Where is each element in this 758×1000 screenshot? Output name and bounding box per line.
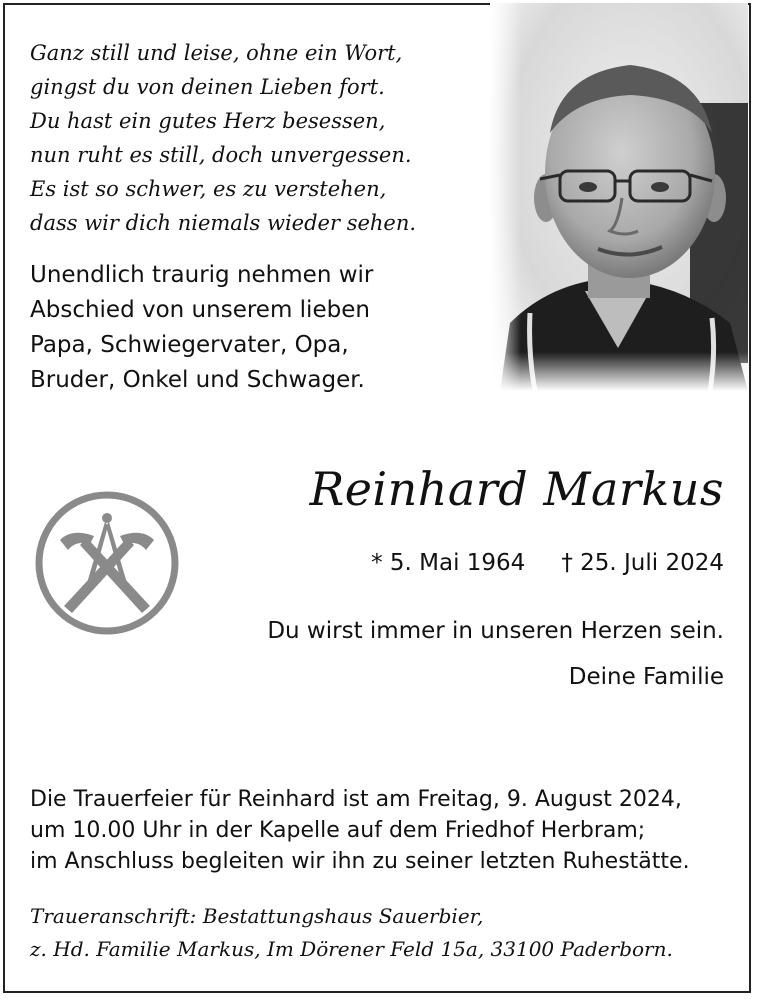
signature: Deine Familie bbox=[568, 664, 724, 690]
portrait-photo bbox=[490, 3, 748, 391]
death-date: † 25. Juli 2024 bbox=[561, 550, 724, 576]
life-dates bbox=[371, 550, 724, 576]
intro-line: Papa, Schwiegervater, Opa, bbox=[30, 332, 349, 358]
ceremony-line: im Anschluss begleiten wir ihn zu seiner letzten Ruhestätte. bbox=[30, 849, 690, 874]
intro-line: Abschied von unserem lieben bbox=[30, 297, 370, 323]
ceremony-line: um 10.00 Uhr in der Kapelle auf dem Friedhof Herbram; bbox=[30, 818, 646, 843]
poem-line: Ganz still und leise, ohne ein Wort, bbox=[30, 41, 403, 65]
intro-text bbox=[30, 258, 373, 398]
address-line: Traueranschrift: Bestattungshaus Sauerbier, bbox=[30, 904, 484, 928]
motto: Du wirst immer in unseren Herzen sein. bbox=[267, 618, 724, 644]
intro-line: Bruder, Onkel und Schwager. bbox=[30, 367, 365, 393]
poem bbox=[30, 36, 416, 240]
poem-line: nun ruht es still, doch unvergessen. bbox=[30, 143, 412, 167]
poem-line: Du hast ein gutes Herz besessen, bbox=[30, 109, 386, 133]
poem-line: Es ist so schwer, es zu verstehen, bbox=[30, 177, 387, 201]
poem-line: dass wir dich niemals wieder sehen. bbox=[30, 211, 417, 235]
intro-line: Unendlich traurig nehmen wir bbox=[30, 262, 374, 288]
ceremony-line: Die Trauerfeier für Reinhard ist am Freitag, 9. August 2024, bbox=[30, 787, 682, 812]
deceased-name: Reinhard Markus bbox=[309, 462, 724, 516]
roofer-guild-emblem-icon bbox=[32, 488, 182, 638]
ceremony-info bbox=[30, 784, 690, 877]
birth-date: * 5. Mai 1964 bbox=[371, 550, 526, 576]
address-line: z. Hd. Familie Markus, Im Dörener Feld 15a, 33100 Paderborn. bbox=[30, 937, 673, 961]
mourning-address bbox=[30, 900, 673, 966]
poem-line: gingst du von deinen Lieben fort. bbox=[30, 75, 385, 99]
